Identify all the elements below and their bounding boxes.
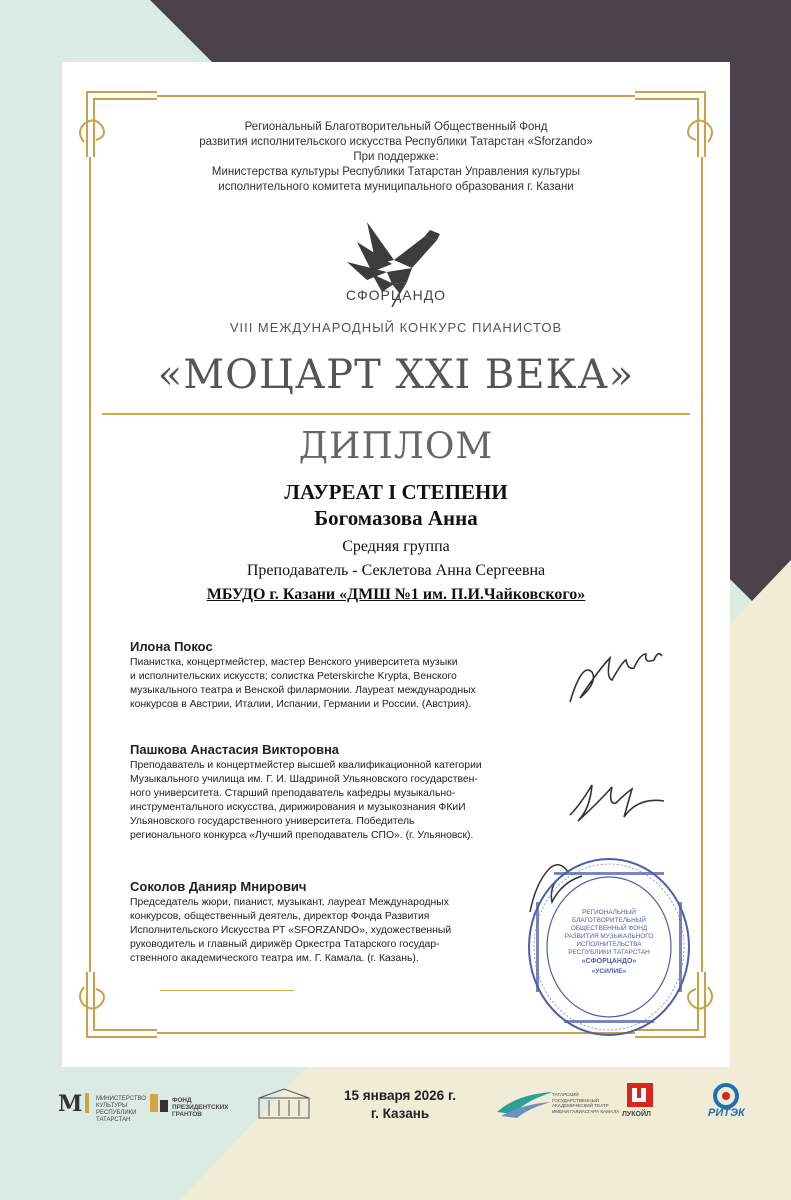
stamp-line: РЕГИОНАЛЬНЫЙ xyxy=(582,909,636,916)
diploma-sheet xyxy=(62,62,730,1067)
juror-desc-line: ственного академического театра им. Г. Камала. (г. Казань). xyxy=(130,953,419,964)
juror-name: Пашкова Анастасия Викторовна xyxy=(130,742,340,757)
juror-desc-line: Преподаватель и концертмейстер высшей квалификационной категории xyxy=(130,760,482,771)
bottom-left-line xyxy=(160,990,294,991)
juror-name: Илона Покос xyxy=(130,639,213,654)
juror-desc-line: конкурсов, общественный деятель, директор Фонда Развития xyxy=(130,911,430,922)
organizer-header xyxy=(62,120,730,195)
juror-description xyxy=(130,759,600,843)
header-line: При поддержке: xyxy=(353,151,439,163)
competition-title: «МОЦАРТ XXI ВЕКА» xyxy=(157,352,635,398)
stamp-line: «УСИЛИЕ» xyxy=(591,968,627,975)
issue-date: 15 января 2026 г. xyxy=(344,1088,456,1103)
juror-desc-line: инструментального искусства, дирижирования и музыкознания ФКиИ xyxy=(130,802,466,813)
juror-desc-line: ного университета. Старший преподаватель кафедры музыкально- xyxy=(130,788,456,799)
issue-date-block xyxy=(320,1087,480,1123)
fund-logo-text: ФОНД ПРЕЗИДЕНТСКИХ ГРАНТОВ xyxy=(172,1097,229,1118)
signature-2-icon xyxy=(560,757,680,827)
ministry-logo-text: МИНИСТЕРСТВО КУЛЬТУРЫ РЕСПУБЛИКИ ТАТАРСТАН xyxy=(96,1096,146,1123)
stamp-line: БЛАГОТВОРИТЕЛЬНЫЙ xyxy=(572,917,646,924)
issue-city: г. Казань xyxy=(370,1106,430,1121)
stamp-line: РЕСПУБЛИКИ ТАТАРСТАН xyxy=(568,949,650,956)
lukoil-logo-text: ЛУКОЙЛ xyxy=(622,1111,651,1118)
juror-desc-line: Музыкального училища им. Г. И. Шадриной Ульяновского государствен- xyxy=(130,774,478,785)
juror-entry xyxy=(130,742,600,843)
header-line: исполнительного комитета муниципального образования г. Казани xyxy=(218,181,574,193)
stamp-line: ОБЩЕСТВЕННЫЙ ФОНД xyxy=(570,925,648,932)
competition-subtitle: VIII МЕЖДУНАРОДНЫЙ КОНКУРС ПИАНИСТОВ xyxy=(229,320,563,335)
stamp-line: ИСПОЛНИТЕЛЬСТВА xyxy=(576,941,642,948)
juror-desc-line: конкурсов в Австрии, Италии, Испании, Германии и России. (Австрия). xyxy=(130,699,472,710)
juror-desc-line: Исполнительского Искусства РТ «SFORZANDO», художественный xyxy=(130,925,452,936)
header-line: Региональный Благотворительный Общественный Фонд xyxy=(244,121,548,133)
theatre-logo-text: ТАТАРСКИЙ ГОСУДАРСТВЕННЫЙ АКАДЕМИЧЕСКИЙ ТЕАТР ИМЕНИ ГАЛИАСГАРА КАМАЛА xyxy=(552,1092,620,1114)
juror-entry xyxy=(130,639,600,712)
age-group: Средняя группа xyxy=(342,538,450,555)
ministry-logo-icon xyxy=(58,1090,98,1116)
school-name: МБУДО г. Казани «ДМШ №1 им. П.И.Чайковского» xyxy=(206,586,586,603)
winner-name: Богомазова Анна xyxy=(314,506,478,530)
juror-desc-line: и исполнительских искусств; солистка Peterskirche Krypta, Венского xyxy=(130,671,457,682)
juror-desc-line: регионального конкурса «Лучший преподаватель СПО». (г. Ульяновск). xyxy=(130,830,474,841)
juror-desc-line: Председатель жюри, пианист, музыкант, лауреат Международных xyxy=(130,897,449,908)
juror-desc-line: руководитель и главный дирижёр Оркестра Татарского государ- xyxy=(130,939,440,950)
header-line: развития исполнительского искусства Республики Татарстан «Sforzando» xyxy=(199,136,593,148)
juror-desc-line: Пианистка, концертмейстер, мастер Венского университета музыки xyxy=(130,657,458,668)
signature-1-icon xyxy=(562,640,672,710)
svg-text:M: M xyxy=(58,1091,83,1116)
lukoil-logo-icon xyxy=(626,1082,654,1108)
teacher-name: Преподаватель - Секлетова Анна Сергеевна xyxy=(246,562,546,579)
diploma-heading: ДИПЛОМ xyxy=(298,426,494,467)
theatre-logo-icon xyxy=(255,1086,313,1122)
fund-logo-icon xyxy=(148,1092,170,1114)
brand-name: СФОРЦАНДО xyxy=(345,287,447,303)
header-line: Министерства культуры Республики Татарстан Управления культуры xyxy=(211,166,581,178)
ritek-logo-text: РИТЭК xyxy=(708,1107,745,1119)
laureate-degree: ЛАУРЕАТ I СТЕПЕНИ xyxy=(284,480,508,504)
theatre-swoosh-logo-icon xyxy=(495,1088,555,1118)
stamp-line: «СФОРЦАНДО» xyxy=(581,958,637,965)
title-divider xyxy=(102,413,690,415)
juror-name: Соколов Данияр Мнирович xyxy=(130,879,307,894)
organization-stamp xyxy=(524,852,694,1042)
juror-desc-line: музыкального театра и Венской филармонии. Лауреат международных xyxy=(130,685,476,696)
stamp-line: РАЗВИТИЯ МУЗЫКАЛЬНОГО xyxy=(564,933,654,940)
juror-description xyxy=(130,656,600,712)
juror-desc-line: Ульяновского государственного университета. Победитель xyxy=(130,816,415,827)
